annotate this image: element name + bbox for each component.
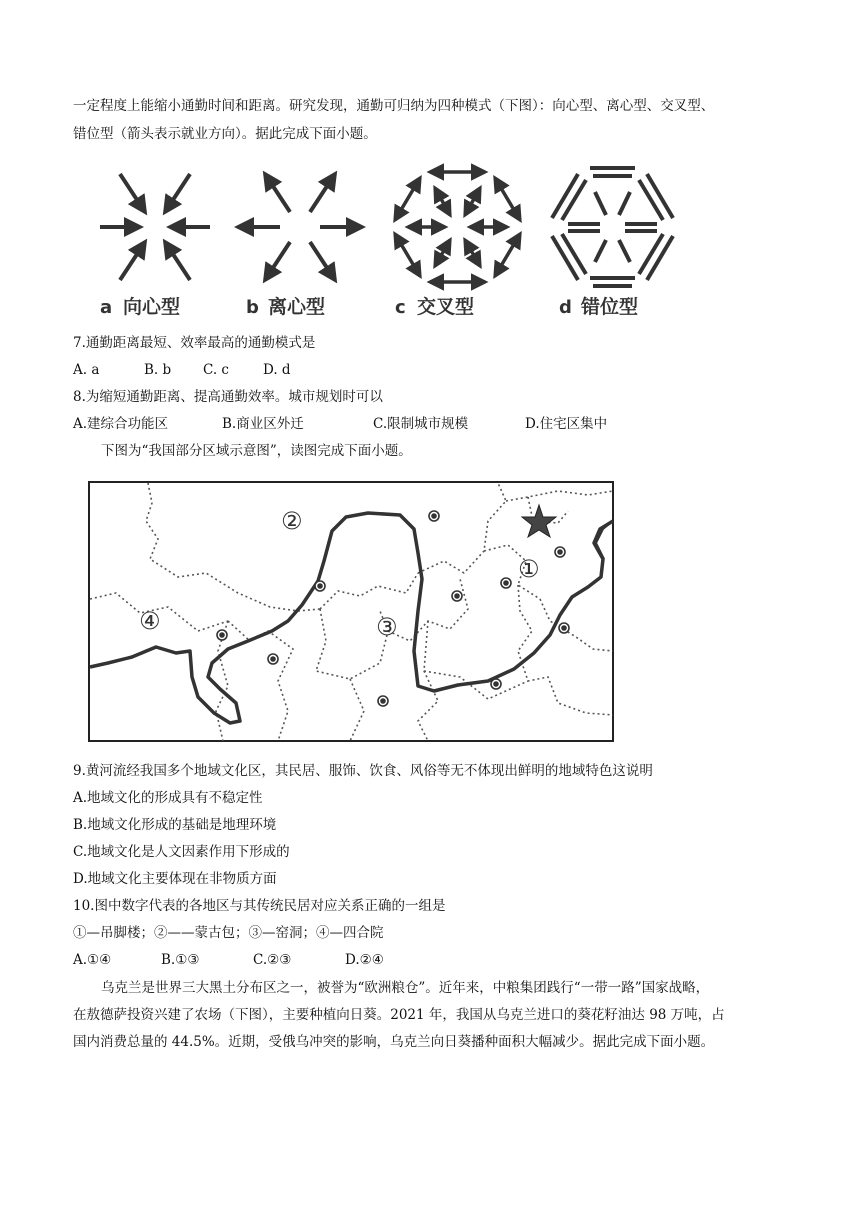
q8-option-c[interactable]: C.限制城市规模 bbox=[373, 416, 469, 432]
pattern-a-letter: a bbox=[100, 297, 113, 318]
region-label-2: ② bbox=[281, 507, 303, 535]
pattern-b-letter: b bbox=[246, 297, 259, 318]
pattern-c-name: 交叉型 bbox=[417, 296, 475, 318]
pattern-c-letter: c bbox=[395, 297, 406, 318]
intro-line-1: 一定程度上能缩小通勤时间和距离。研究发现，通勤可归纳为四种模式（下图）：向心型、离心型、交叉型、 bbox=[73, 98, 715, 114]
q8-stem: 8.为缩短通勤距离、提高通勤效率。城市规划时可以 bbox=[73, 389, 383, 405]
q9-stem: 9.黄河流经我国多个地域文化区，其民居、服饰、饮食、风俗等无不体现出鲜明的地域特色这说明 bbox=[73, 763, 653, 779]
q7-stem: 7.通勤距离最短、效率最高的通勤模式是 bbox=[73, 335, 316, 351]
q7-options bbox=[73, 360, 291, 380]
q10-option-b[interactable]: B.①③ bbox=[161, 952, 200, 968]
region-label-4: ④ bbox=[139, 607, 161, 635]
pattern-b-name: 离心型 bbox=[268, 296, 326, 318]
q8-option-b[interactable]: B.商业区外迁 bbox=[222, 416, 304, 432]
q7-option-a[interactable]: A. a bbox=[73, 362, 100, 378]
q9-option-c[interactable]: C.地域文化是人文因素作用下形成的 bbox=[73, 844, 290, 860]
q10-pairs: ①—吊脚楼；②——蒙古包；③—窑洞；④—四合院 bbox=[73, 925, 384, 941]
map-intro: 下图为“我国部分区域示意图”，读图完成下面小题。 bbox=[101, 443, 412, 459]
pattern-d-offset-diagram bbox=[552, 168, 673, 286]
q10-option-a[interactable]: A.①④ bbox=[73, 952, 112, 968]
ukraine-line-2: 在敖德萨投资兴建了农场（下图），主要种植向日葵。2021 年，我国从乌克兰进口的葵花籽油达 98 万吨，占 bbox=[73, 1007, 725, 1023]
q10-stem: 10.图中数字代表的各地区与其传统民居对应关系正确的一组是 bbox=[73, 898, 446, 914]
q10-option-d[interactable]: D.②④ bbox=[345, 952, 384, 968]
pattern-a-name: 向心型 bbox=[123, 296, 181, 318]
commute-pattern-figure bbox=[90, 160, 710, 325]
region-map bbox=[88, 481, 615, 743]
q9-option-a[interactable]: A.地域文化的形成具有不稳定性 bbox=[73, 790, 263, 806]
pattern-b-centrifugal-diagram bbox=[238, 174, 362, 280]
pattern-c-cross-diagram bbox=[395, 172, 520, 282]
q9-option-d[interactable]: D.地域文化主要体现在非物质方面 bbox=[73, 871, 277, 887]
pattern-d-letter: d bbox=[559, 297, 572, 318]
q7-option-b[interactable]: B. b bbox=[144, 362, 172, 378]
q9-option-b[interactable]: B.地域文化形成的基础是地理环境 bbox=[73, 817, 277, 833]
q8-options bbox=[73, 414, 607, 434]
q8-option-a[interactable]: A.建综合功能区 bbox=[73, 416, 169, 432]
q7-option-c[interactable]: C. c bbox=[203, 362, 229, 378]
q7-option-d[interactable]: D. d bbox=[263, 362, 291, 378]
q10-option-c[interactable]: C.②③ bbox=[253, 952, 292, 968]
ukraine-line-1: 乌克兰是世界三大黑土分布区之一，被誉为“欧洲粮仓”。近年来，中粮集团践行“一带一路”国家战略， bbox=[101, 980, 710, 996]
q8-option-d[interactable]: D.住宅区集中 bbox=[525, 416, 608, 432]
region-label-3: ③ bbox=[376, 613, 398, 641]
q10-options bbox=[73, 950, 384, 970]
pattern-d-name: 错位型 bbox=[581, 296, 639, 318]
intro-line-2: 错位型（箭头表示就业方向）。据此完成下面小题。 bbox=[73, 126, 377, 142]
region-label-1: ① bbox=[518, 555, 540, 583]
ukraine-line-3: 国内消费总量的 44.5%。近期，受俄乌冲突的影响，乌克兰向日葵播种面积大幅减少。据此完成下面小题。 bbox=[73, 1034, 715, 1050]
pattern-a-centripetal-diagram bbox=[100, 174, 210, 280]
